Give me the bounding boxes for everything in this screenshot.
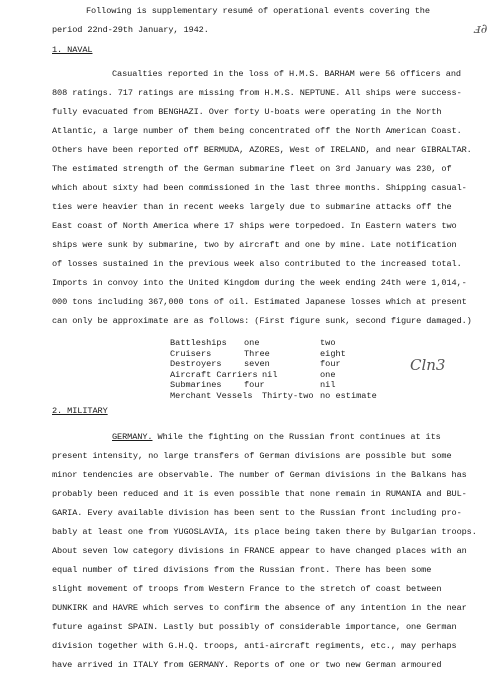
section-heading-military-text: 2. MILITARY xyxy=(52,406,108,416)
table-cell-type: Merchant Vessels xyxy=(170,390,253,401)
naval-line: Casualties reported in the loss of H.M.S. BARHAM were 56 officers and xyxy=(112,69,461,79)
table-cell-type: Cruisers xyxy=(170,348,212,359)
table-cell-damaged: four xyxy=(320,359,341,369)
table-row xyxy=(170,370,410,381)
military-first-line-rest: While the fighting on the Russian front continues at its xyxy=(152,432,441,442)
naval-line: Imports in convoy into the United Kingdom during the week ending 24th were 1,014,- xyxy=(52,278,467,288)
table-cell-sunk: four xyxy=(244,380,265,390)
section-heading-military xyxy=(52,406,108,417)
naval-line: fully evacuated from BENGHAZI. Over forty U-boats were operating in the North xyxy=(52,107,442,117)
table-cell-sunk: seven xyxy=(244,359,270,369)
naval-line: can only be approximate are as follows: (First figure sunk, second figure damaged.) xyxy=(52,316,472,326)
military-line: present intensity, no large transfers of German divisions are possible but some xyxy=(52,451,452,461)
naval-line: Atlantic, a large number of them being concentrated off the North American Coast. xyxy=(52,126,462,136)
subheading-germany: GERMANY. xyxy=(112,432,153,442)
military-line: have arrived in ITALY from GERMANY. Reports of one or two new German armoured xyxy=(52,660,442,670)
japanese-losses-table xyxy=(170,338,410,401)
military-line: probably been reduced and it is even possible that none remain in RUMANIA and BUL- xyxy=(52,489,467,499)
naval-line: ties were heavier than in recent weeks largely due to submarine attacks off the xyxy=(52,202,452,212)
naval-line: of losses sustained in the previous week also contributed to the increased total. xyxy=(52,259,462,269)
table-cell-type: Aircraft Carriers xyxy=(170,369,258,380)
intro-line-2: period 22nd-29th January, 1942. xyxy=(52,25,209,35)
military-line: bably at least one from YUGOSLAVIA, its place being taken there by Bulgarian troops. xyxy=(52,527,477,537)
table-cell-damaged: one xyxy=(320,369,336,380)
margin-annotation-top: ⅎ∂ xyxy=(474,22,488,37)
military-line: GARIA. Every available division has been sent to the Russian front including pro- xyxy=(52,508,462,518)
naval-line: ships were sunk by submarine, two by aircraft and one by mine. Late notification xyxy=(52,240,457,250)
table-cell-type: Destroyers xyxy=(170,359,222,369)
margin-annotation-handwritten: Cln3 xyxy=(410,356,446,374)
intro-line-1: Following is supplementary resumé of operational events covering the xyxy=(86,6,430,16)
table-cell-damaged: no estimate xyxy=(320,390,377,401)
table-row xyxy=(170,380,410,391)
military-line: equal number of tired divisions from the Russian front. There has been some xyxy=(52,565,432,575)
table-row xyxy=(170,349,410,360)
table-cell-damaged: two xyxy=(320,338,336,348)
table-row xyxy=(170,359,410,370)
section-heading-naval: 1. NAVAL xyxy=(52,45,93,55)
military-line: DUNKIRK and HAVRE which serves to confirm the absence of any intention in the near xyxy=(52,603,467,613)
table-cell-sunk: nil xyxy=(262,369,278,380)
naval-line: 000 tons including 367,000 tons of oil. Estimated Japanese losses which at present xyxy=(52,297,467,307)
table-cell-sunk: one xyxy=(244,338,260,348)
table-cell-sunk: Thirty-two xyxy=(262,390,314,401)
military-first-line xyxy=(112,432,441,443)
naval-line: which about sixty had been commissioned in the last three months. Shipping casual- xyxy=(52,183,467,193)
table-cell-sunk: Three xyxy=(244,348,270,359)
military-line: About seven low category divisions in FRANCE appear to have changed places with an xyxy=(52,546,467,556)
table-cell-damaged: nil xyxy=(320,380,336,390)
naval-line: Others have been reported off BERMUDA, AZORES, West of IRELAND, and near GIBRALTAR. xyxy=(52,145,472,155)
military-line: slight movement of troops from Western France to the stretch of coast between xyxy=(52,584,442,594)
table-cell-type: Submarines xyxy=(170,380,222,390)
table-row xyxy=(170,391,410,402)
table-cell-type: Battleships xyxy=(170,338,227,348)
naval-line: East coast of North America where 17 ships were torpedoed. In Eastern waters two xyxy=(52,221,457,231)
military-line: division together with G.H.Q. troops, anti-aircraft regiments, etc., may perhaps xyxy=(52,641,457,651)
military-line: future against SPAIN. Lastly but possibly of considerable importance, one German xyxy=(52,622,457,632)
naval-line: The estimated strength of the German submarine fleet on 3rd January was 230, of xyxy=(52,164,452,174)
table-cell-damaged: eight xyxy=(320,348,346,359)
table-row xyxy=(170,338,410,349)
military-line: minor tendencies are observable. The number of German divisions in the Balkans has xyxy=(52,470,467,480)
naval-line: 808 ratings. 717 ratings are missing from H.M.S. NEPTUNE. All ships were success- xyxy=(52,88,462,98)
